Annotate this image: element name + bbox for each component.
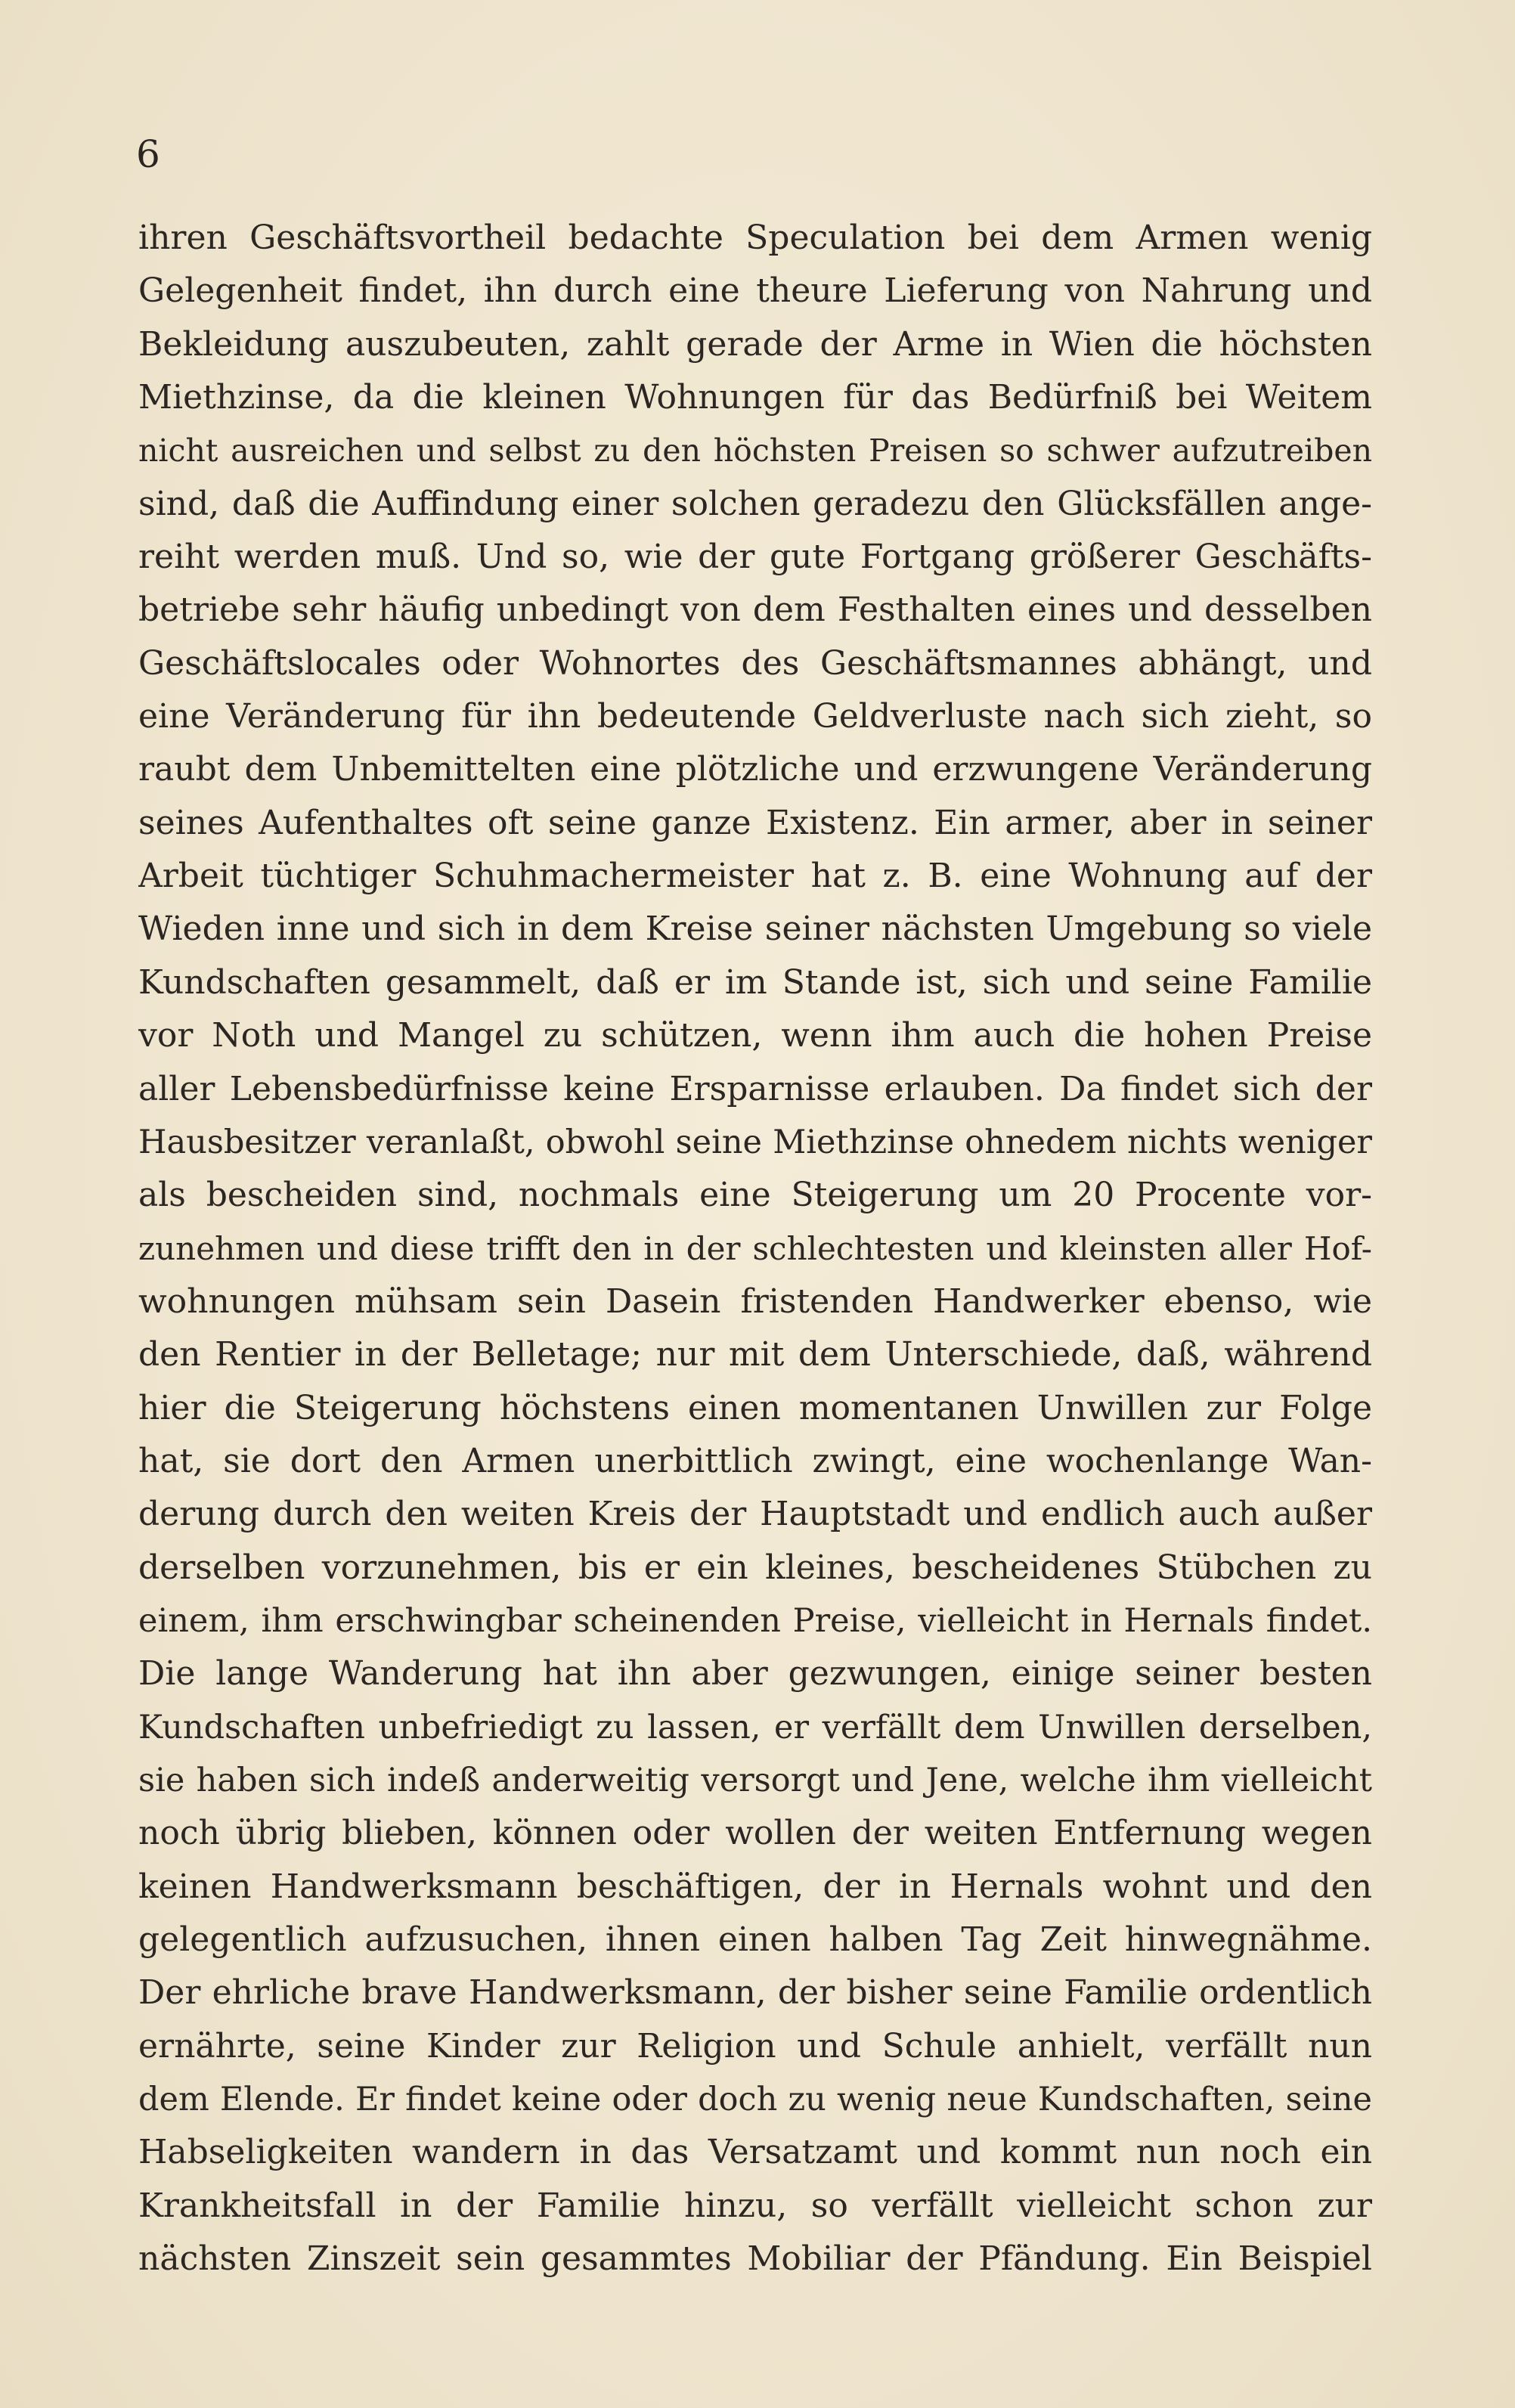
body-text: [138, 212, 1372, 2286]
text-line: Miethzinse, da die kleinen Wohnungen für das Bedürfniß bei Weitem: [138, 378, 1372, 417]
text-line: einem, ihm erschwingbar scheinenden Preise, vielleicht in Hernals findet.: [138, 1601, 1372, 1640]
text-line: vor Noth und Mangel zu schützen, wenn ihm auch die hohen Preise: [138, 1016, 1372, 1055]
text-line: keinen Handwerksmann beschäftigen, der in Hernals wohnt und den: [138, 1867, 1372, 1906]
text-line: hat, sie dort den Armen unerbittlich zwingt, eine wochenlange Wan-: [138, 1441, 1372, 1480]
text-line: seines Aufenthaltes oft seine ganze Existenz. Ein armer, aber in seiner: [138, 803, 1372, 842]
text-line: betriebe sehr häufig unbedingt von dem Festhalten eines und desselben: [138, 590, 1372, 630]
text-line: Wieden inne und sich in dem Kreise seiner nächsten Umgebung so viele: [138, 910, 1372, 949]
text-line: Krankheitsfall in der Familie hinzu, so verfällt vielleicht schon zur: [138, 2186, 1372, 2225]
text-line: aller Lebensbedürfnisse keine Ersparnisse erlauben. Da findet sich der: [138, 1069, 1372, 1108]
text-line: wohnungen mühsam sein Dasein fristenden Handwerker ebenso, wie: [138, 1281, 1372, 1321]
text-line: ernährte, seine Kinder zur Religion und Schule anhielt, verfällt nun: [138, 2026, 1372, 2066]
text-line: Kundschaften unbefriedigt zu lassen, er verfällt dem Unwillen derselben,: [138, 1708, 1372, 1746]
text-line: Hausbesitzer veranlaßt, obwohl seine Miethzinse ohnedem nichts weniger: [138, 1123, 1372, 1161]
text-line: noch übrig blieben, können oder wollen der weiten Entfernung wegen: [138, 1814, 1372, 1853]
text-line: Die lange Wanderung hat ihn aber gezwungen, einige seiner besten: [138, 1654, 1372, 1694]
text-line: sind, daß die Auffindung einer solchen geradezu den Glücksfällen ange-: [138, 484, 1372, 523]
text-line: Der ehrliche brave Handwerksmann, der bisher seine Familie ordentlich: [138, 1973, 1372, 2013]
text-line: Arbeit tüchtiger Schuhmachermeister hat z. B. eine Wohnung auf der: [138, 857, 1372, 896]
text-line: derselben vorzunehmen, bis er ein kleines, bescheidenes Stübchen zu: [138, 1548, 1372, 1587]
text-line: zunehmen und diese trifft den in der schlechtesten und kleinsten aller Hof-: [138, 1229, 1372, 1267]
text-line: gelegentlich aufzusuchen, ihnen einen halben Tag Zeit hinwegnähme.: [138, 1920, 1372, 1959]
text-line: Geschäftslocales oder Wohnortes des Geschäftsmannes abhängt, und: [138, 643, 1372, 683]
text-line: Kundschaften gesammelt, daß er im Stande ist, sich und seine Familie: [138, 962, 1372, 1002]
text-line: dem Elende. Er findet keine oder doch zu wenig neue Kundschaften, seine: [138, 2081, 1372, 2119]
text-line: hier die Steigerung höchstens einen momentanen Unwillen zur Folge: [138, 1388, 1372, 1427]
text-line: ihren Geschäftsvortheil bedachte Speculation bei dem Armen wenig: [138, 218, 1372, 257]
page-number: 6: [136, 132, 160, 176]
text-line: nächsten Zinszeit sein gesammtes Mobiliar der Pfändung. Ein Beispiel: [138, 2239, 1372, 2279]
text-line: Gelegenheit findet, ihn durch eine theure Lieferung von Nahrung und: [138, 271, 1372, 311]
text-line: eine Veränderung für ihn bedeutende Geldverluste nach sich zieht, so: [138, 697, 1372, 736]
text-line: Bekleidung auszubeuten, zahlt gerade der Arme in Wien die höchsten: [138, 324, 1372, 364]
text-line: den Rentier in der Belletage; nur mit dem Unterschiede, daß, während: [138, 1335, 1372, 1374]
text-line: sie haben sich indeß anderweitig versorgt und Jene, welche ihm vielleicht: [138, 1761, 1372, 1799]
text-line: raubt dem Unbemittelten eine plötzliche und erzwungene Veränderung: [138, 750, 1372, 789]
text-line: derung durch den weiten Kreis der Hauptstadt und endlich auch außer: [138, 1495, 1372, 1534]
text-line: reiht werden muß. Und so, wie der gute Fortgang größerer Geschäfts-: [138, 538, 1372, 577]
text-line: Habseligkeiten wandern in das Versatzamt und kommt nun noch ein: [138, 2133, 1372, 2172]
text-line: nicht ausreichen und selbst zu den höchsten Preisen so schwer aufzutreiben: [138, 432, 1372, 470]
text-line: als bescheiden sind, nochmals eine Steigerung um 20 Procente vor-: [138, 1176, 1372, 1215]
